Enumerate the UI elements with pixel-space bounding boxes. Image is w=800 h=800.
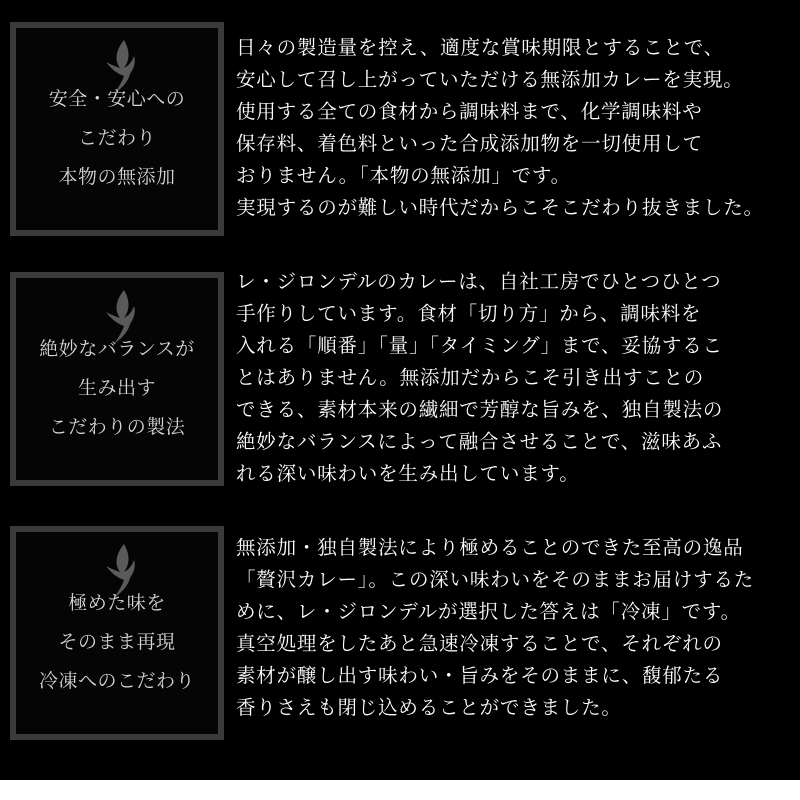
body-line: 使用する全ての食材から調味料まで、化学調味料や bbox=[236, 100, 703, 123]
section-title-line: 極めた味を bbox=[68, 592, 166, 614]
body-line: おりません。「本物の無添加」です。 bbox=[236, 164, 571, 187]
body-line: レ・ジロンデルのカレーは、自社工房でひとつひとつ bbox=[236, 270, 722, 293]
body-line: れる深い味わいを生み出しています。 bbox=[236, 462, 580, 485]
section-body bbox=[236, 532, 800, 724]
body-line: 香りさえも閉じ込めることができました。 bbox=[236, 696, 622, 719]
body-line: 絶妙なバランスによって融合させることで、滋味あふ bbox=[236, 430, 723, 453]
body-line: 保存料、着色料といった合成添加物を一切使用して bbox=[236, 132, 703, 155]
bottom-white-bar bbox=[0, 780, 800, 800]
body-line: 安心して召し上がっていただける無添加カレーを実現。 bbox=[236, 68, 744, 91]
body-line: 素材が醸し出す味わい・旨みをそのままに、馥郁たる bbox=[236, 664, 724, 687]
body-line: 手作りしています。食材「切り方」から、調味料を bbox=[236, 302, 702, 325]
section-title-line: そのまま再現 bbox=[58, 631, 176, 653]
section-title-line: 絶妙なバランスが bbox=[39, 338, 195, 360]
body-line: 「贅沢カレー」。この深い味わいをそのままお届けするた bbox=[236, 568, 755, 591]
section-title-line: 生み出す bbox=[77, 377, 156, 399]
body-line: 無添加・独自製法により極めることのできた至高の逸品 bbox=[236, 536, 744, 559]
body-line: 実現するのが難しい時代だからこそこだわり抜きました。 bbox=[236, 196, 764, 219]
body-line: できる、素材本来の繊細で芳醇な旨みを、独自製法の bbox=[236, 398, 724, 421]
section-title-line: 冷凍へのこだわり bbox=[38, 670, 195, 692]
section-title bbox=[16, 584, 218, 701]
section-title-line: こだわり bbox=[77, 127, 156, 149]
section-title-frame bbox=[10, 22, 224, 236]
section-title-line: 安全・安心への bbox=[48, 88, 186, 110]
section-title-line: こだわりの製法 bbox=[48, 416, 186, 438]
section-body bbox=[236, 266, 800, 490]
section-title bbox=[16, 330, 218, 447]
body-line: 入れる「順番」「量」「タイミング」まで、妥協するこ bbox=[236, 334, 723, 357]
section-title bbox=[16, 80, 218, 197]
section-body bbox=[236, 32, 800, 224]
body-line: めに、レ・ジロンデルが選択した答えは「冷凍」です。 bbox=[236, 600, 741, 623]
section-title-frame bbox=[10, 526, 224, 740]
body-line: 真空処理をしたあと急速冷凍することで、それぞれの bbox=[236, 632, 723, 655]
section-title-line: 本物の無添加 bbox=[58, 166, 176, 188]
section-title-frame bbox=[10, 272, 224, 486]
body-line: とはありません。無添加だからこそ引き出すことの bbox=[236, 366, 705, 389]
body-line: 日々の製造量を控え、適度な賞味期限とすることで、 bbox=[236, 36, 724, 59]
